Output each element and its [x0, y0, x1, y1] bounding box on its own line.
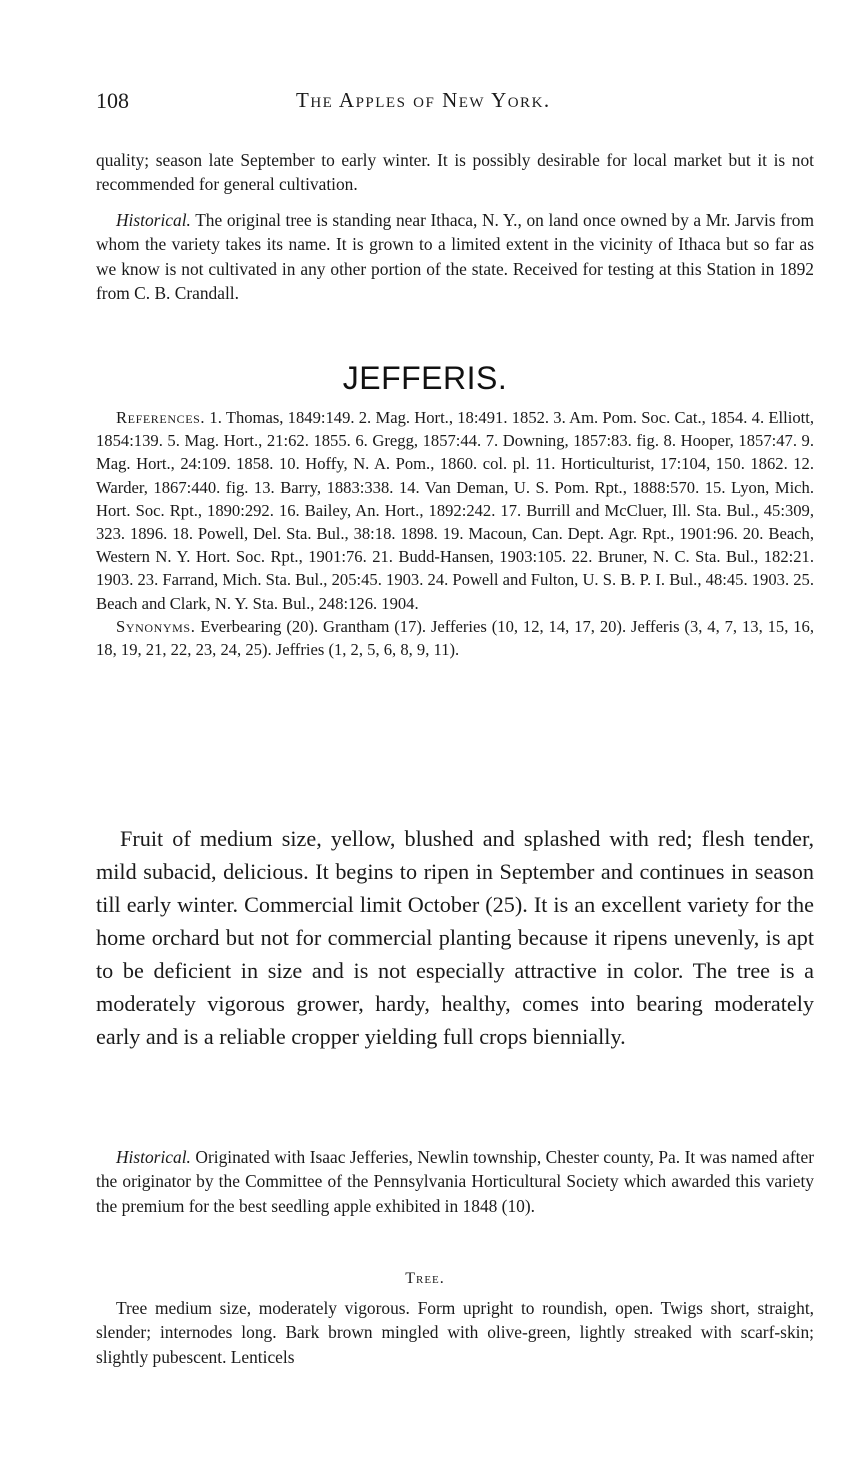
historical-text: The original tree is standing near Ithaca, N. Y., on land once owned by a Mr. Jarvis from whom the variety takes its name. It is grown to a limited extent in the vicinity of Ithaca but so far as we know is not cultivated in any other portion of the state. Received for testing at this Station in 1892 from C. B. Crandall. [96, 210, 814, 303]
references-text: 1. Thomas, 1849:149. 2. Mag. Hort., 18:491. 1852. 3. Am. Pom. Soc. Cat., 1854. 4. Elliott, 1854:139. 5. Mag. Hort., 21:62. 1855. 6. Gregg, 1857:44. 7. Downing, 1857:83. fig. 8. Hooper, 1857:47. 9. Mag. Hort., 24:109. 1858. 10. Hoffy, N. A. Pom., 1860. col. pl. 11. Horticulturist, 17:104, 150. 1862. 12. Warder, 1867:440. fig. 13. Barry, 1883:338. 14. Van Deman, U. S. Pom. Rpt., 1888:570. 15. Lyon, Mich. Hort. Soc. Rpt., 1890:292. 16. Bailey, An. Hort., 1892:242. 17. Burrill and McCluer, Ill. Sta. Bul., 45:309, 323. 1896. 18. Powell, Del. Sta. Bul., 38:18. 1898. 19. Macoun, Can. Dept. Agr. Rpt., 1901:96. 20. Beach, Western N. Y. Hort. Soc. Rpt., 1901:76. 21. Budd-Hansen, 1903:105. 22. Bruner, N. C. Sta. Bul., 182:21. 1903. 23. Farrand, Mich. Sta. Bul., 205:45. 1903. 24. Powell and Fulton, U. S. B. P. I. Bul., 48:45. 1903. 25. Beach and Clark, N. Y. Sta. Bul., 248:126. 1904. [96, 408, 814, 613]
intro-text: quality; season late September to early winter. It is possibly desirable for local market but it is not recommended for general cultivation. [96, 150, 814, 195]
intro-paragraph [96, 148, 814, 197]
historical-paragraph-jarvis [96, 208, 814, 305]
historical-label: Historical. [116, 210, 191, 230]
page-number: 108 [96, 88, 129, 113]
variety-title: JEFFERIS. [342, 360, 508, 396]
description-paragraph [96, 822, 814, 1053]
historical-paragraph-jefferies [96, 1145, 814, 1218]
description-text: Fruit of medium size, yellow, blushed and splashed with red; flesh tender, mild subacid, delicious. It begins to ripen in September and continues in season till early winter. Commercial limit October (25). It is an excellent variety for the home orchard but not for commercial planting because it ripens unevenly, is apt to be deficient in size and is not especially attractive in color. The tree is a moderately vigorous grower, hardy, healthy, comes into bearing moderately early and is a reliable cropper yielding full crops biennially. [96, 826, 814, 1049]
historical-label: Historical. [116, 1147, 191, 1167]
page-header [96, 88, 812, 118]
synonyms-text: Everbearing (20). Grantham (17). Jefferies (10, 12, 14, 17, 20). Jefferis (3, 4, 7, 13, 15, 16, 18, 19, 21, 22, 23, 24, 25). Jeffries (1, 2, 5, 6, 8, 9, 11). [96, 616, 814, 660]
references-block [96, 406, 814, 661]
tree-description [96, 1296, 814, 1369]
synonyms-label: Synonyms. [116, 616, 196, 636]
tree-section-heading: Tree. [405, 1270, 445, 1287]
historical-text: Originated with Isaac Jefferies, Newlin township, Chester county, Pa. It was named after the originator by the Committee of the Pennsylvania Horticultural Society which awarded this variety the premium for the best seedling apple exhibited in 1848 (10). [96, 1147, 814, 1216]
tree-text: Tree medium size, moderately vigorous. Form upright to roundish, open. Twigs short, straight, slender; internodes long. Bark brown mingled with olive-green, lightly streaked with scarf-skin; slightly pubescent. Lenticels [96, 1298, 814, 1367]
running-title: The Apples of New York. [296, 88, 551, 112]
references-label: References. [116, 408, 206, 427]
